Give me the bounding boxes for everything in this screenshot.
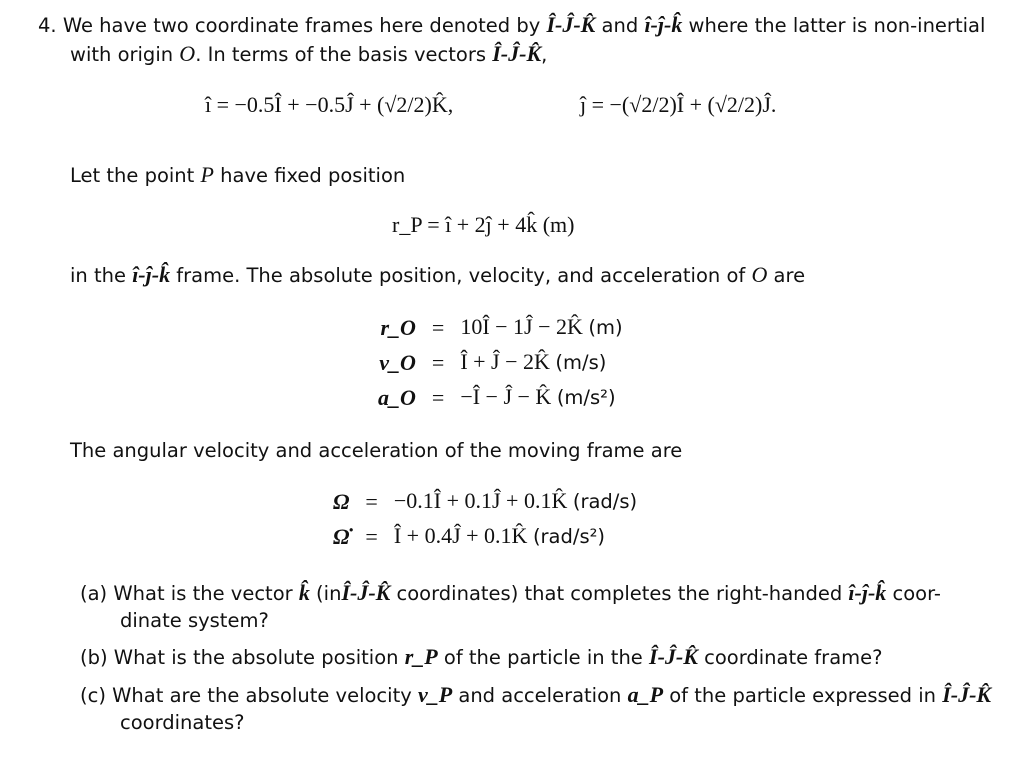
frame-inertial-label-2: Î-Ĵ-K̂: [492, 41, 542, 66]
point-symbol: P: [200, 162, 214, 187]
equation-i-text: î = −0.5Î + −0.5Ĵ + (√2/2)K̂,: [205, 92, 454, 117]
origin-motion-row: [370, 345, 631, 380]
part-a-line-2: [120, 608, 269, 634]
row-rhs: 10Î − 1Ĵ − 2K̂: [460, 314, 583, 339]
equals-sign: =: [431, 384, 445, 410]
in-frame-text-a: in the: [70, 264, 126, 287]
row-rhs: −Î − Ĵ − K̂: [460, 384, 552, 409]
equation-rp: [392, 212, 574, 238]
origin-motion-array: [370, 310, 631, 415]
part-b-text-2: of the particle in the: [443, 646, 643, 669]
part-a-text: What is the vector: [113, 582, 293, 605]
frame-context-line: [70, 262, 805, 289]
part-a-line-1: [80, 580, 941, 607]
angular-row: [325, 519, 645, 554]
point-text: Let the point: [70, 164, 195, 187]
equation-i-hat: [205, 92, 453, 118]
angular-array: [325, 484, 645, 554]
row-unit: (m): [588, 316, 623, 339]
problem-intro-line-2: [70, 41, 547, 68]
part-c-vector-2: a_P: [627, 682, 664, 707]
origin-motion-row: [370, 310, 631, 345]
row-unit: (m/s²): [556, 386, 616, 409]
part-c-line-1: [80, 682, 991, 709]
intro-text-b: where the latter is non-inertial: [688, 14, 986, 37]
part-b-text: What is the absolute position: [113, 646, 399, 669]
equals-sign: =: [365, 488, 378, 514]
point-p-line: [70, 162, 405, 189]
frame-inertial-label: Î-Ĵ-K̂: [546, 12, 596, 37]
row-rhs: −0.1Î + 0.1Ĵ + 0.1K̂: [393, 488, 568, 513]
angular-row: [325, 484, 645, 519]
part-a-text-2: (in: [316, 582, 342, 605]
frame-moving-label-2: î-ĵ-k̂: [132, 262, 171, 287]
problem-number: 4.: [38, 14, 57, 37]
row-unit: (rad/s²): [532, 525, 606, 548]
in-frame-text-b: frame. The absolute position, velocity, and acceleration of: [176, 264, 746, 287]
frame-moving-label: î-ĵ-k̂: [644, 12, 683, 37]
angular-text-line: [70, 438, 682, 464]
angular-text: The angular velocity and acceleration of the moving frame are: [70, 439, 683, 462]
problem-intro-line-1: [38, 12, 985, 39]
origin-motion-row: [370, 380, 631, 415]
part-a-vector: k̂: [298, 580, 310, 605]
intro-text-c: with origin: [70, 43, 174, 66]
row-lhs: r_O: [380, 314, 416, 340]
point-text-2: have fixed position: [220, 164, 406, 187]
intro-text-d: . In terms of the basis vectors: [195, 43, 487, 66]
part-c-text-3: of the particle expressed in: [669, 684, 937, 707]
frame-moving-label-3: î-ĵ-k̂: [848, 580, 887, 605]
part-b-text-3: coordinate frame?: [704, 646, 883, 669]
part-c-text: What are the absolute velocity: [112, 684, 412, 707]
frame-inertial-label-3: Î-Ĵ-K̂: [341, 580, 391, 605]
equals-sign: =: [431, 349, 445, 375]
row-rhs: Î + 0.4Ĵ + 0.1K̂: [393, 523, 528, 548]
intro-text: We have two coordinate frames here denoted by: [62, 14, 541, 37]
part-b-label: (b): [80, 646, 108, 669]
row-lhs: a_O: [378, 384, 416, 410]
row-rhs: Î + Ĵ − 2K̂: [460, 349, 550, 374]
and-text: and: [601, 14, 639, 37]
origin-symbol: O: [179, 41, 196, 66]
part-c-line-2: [120, 710, 245, 736]
equals-sign: =: [431, 314, 445, 340]
row-lhs: v_O: [379, 349, 416, 375]
part-c-text-4: coordinates?: [120, 711, 245, 734]
part-a-text-4: coor-: [892, 582, 941, 605]
part-c-vector-1: v_P: [417, 682, 453, 707]
in-frame-text-c: are: [773, 264, 806, 287]
frame-inertial-label-5: Î-Ĵ-K̂: [942, 682, 992, 707]
row-unit: (m/s): [555, 351, 607, 374]
part-a-text-3: coordinates) that completes the right-handed: [396, 582, 843, 605]
part-c-label: (c): [80, 684, 106, 707]
intro-text-e: ,: [541, 43, 548, 66]
row-lhs: Ω: [333, 488, 350, 514]
equation-j-hat: [580, 92, 776, 118]
row-unit: (rad/s): [572, 490, 638, 513]
part-b-line: [80, 644, 883, 671]
part-b-vector: r_P: [404, 644, 438, 669]
equation-rp-text: r_P = î + 2ĵ + 4k̂ (m): [392, 212, 575, 237]
part-a-text-5: dinate system?: [120, 609, 269, 632]
frame-inertial-label-4: Î-Ĵ-K̂: [649, 644, 698, 669]
row-lhs: Ω̇: [333, 523, 350, 549]
part-c-text-2: and acceleration: [458, 684, 622, 707]
equation-j-text: ĵ = −(√2/2)Î + (√2/2)Ĵ.: [580, 92, 777, 117]
part-a-label: (a): [80, 582, 108, 605]
equals-sign: =: [365, 523, 378, 549]
origin-symbol-2: O: [751, 262, 768, 287]
